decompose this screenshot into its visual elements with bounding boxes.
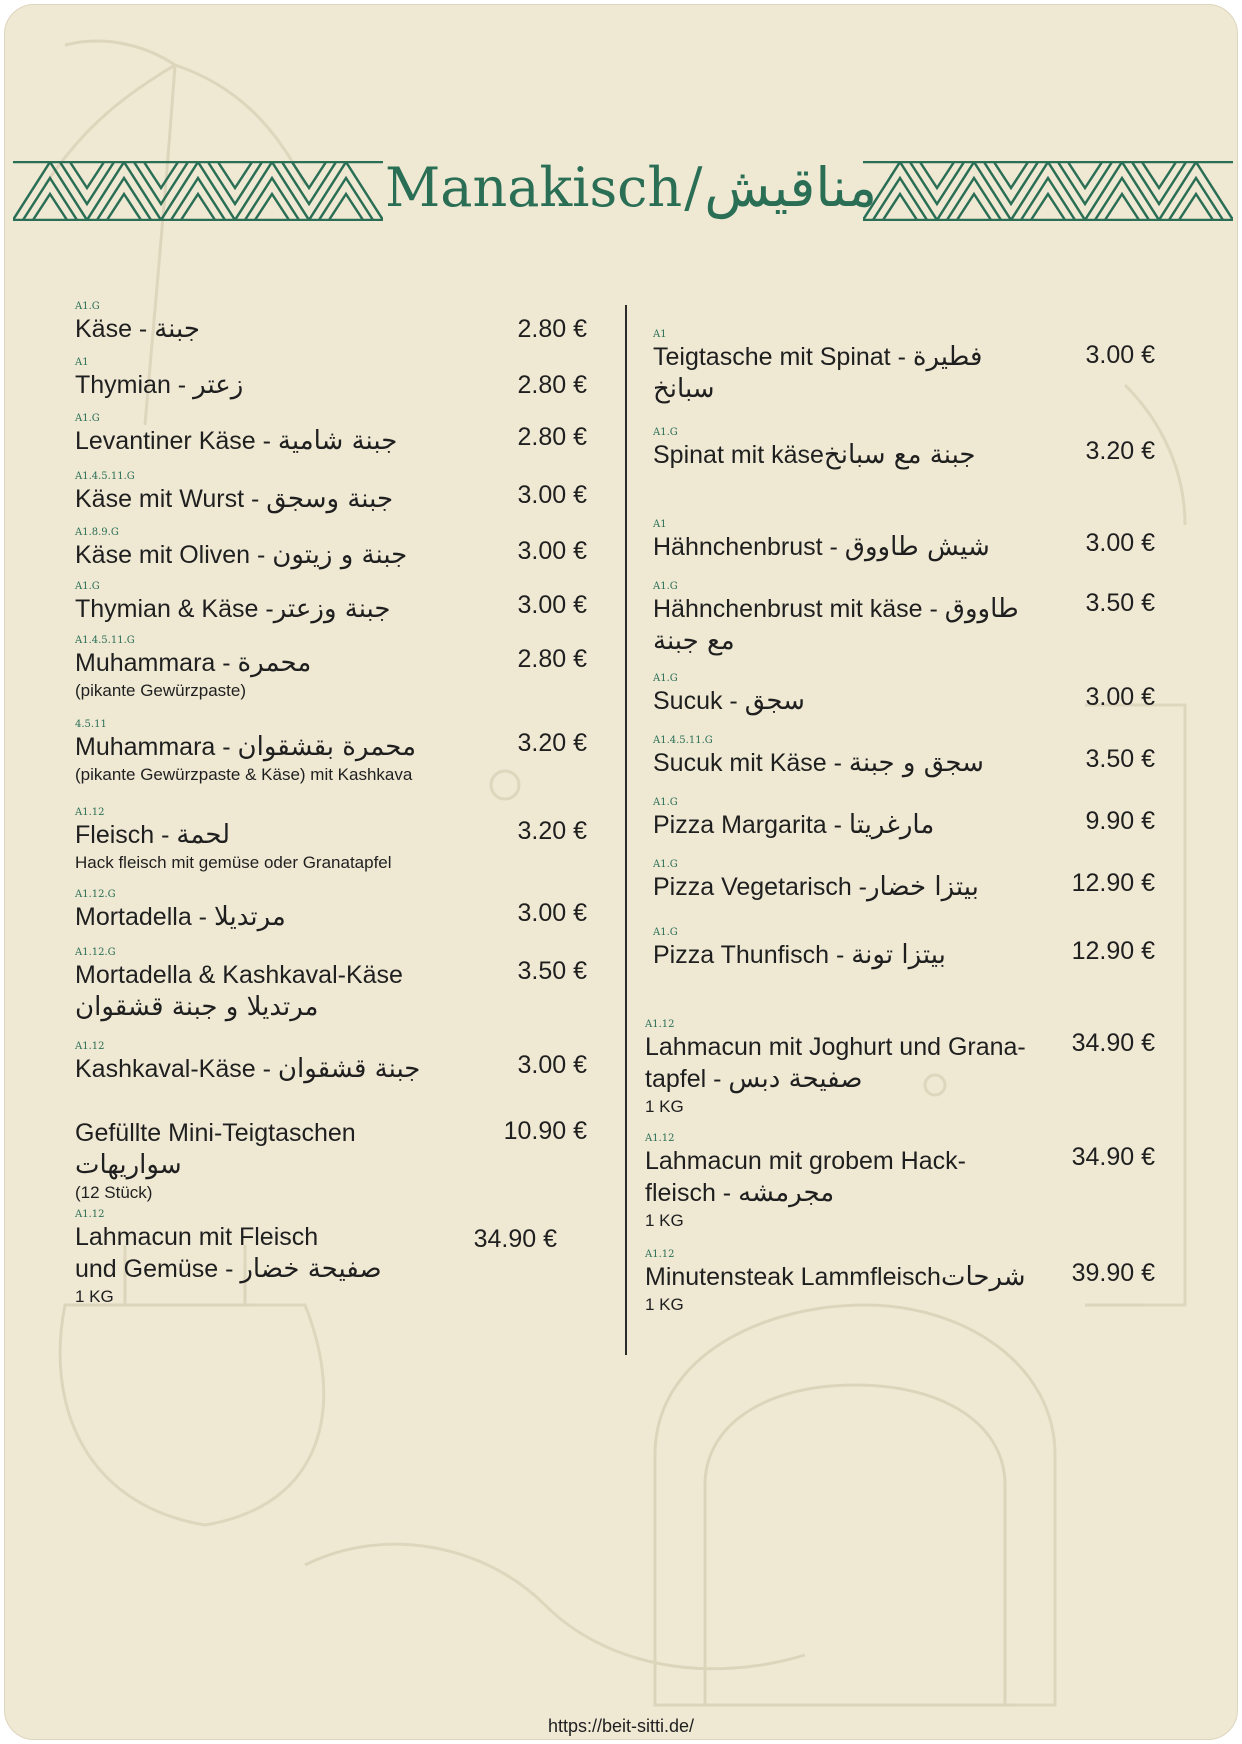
item-name-cont: tapfel - <box>645 1065 729 1093</box>
item-price: 3.00 € <box>517 591 587 619</box>
item-name-arabic: سجق و جبنة <box>848 748 984 778</box>
item-name: Thymian & Käse - <box>75 595 274 623</box>
menu-item <box>645 1249 1075 1317</box>
column-divider <box>625 305 627 1355</box>
item-name-arabic: شيش طاووق <box>844 532 990 562</box>
item-name-arabic: جبنة وسجق <box>266 484 394 514</box>
item-name-arabic: بيتزا تونة <box>851 940 946 970</box>
menu-item <box>653 927 1063 971</box>
item-price: 3.00 € <box>517 1051 587 1079</box>
allergen-code: A1 <box>75 357 89 368</box>
item-name: Pizza Vegetarisch - <box>653 873 867 901</box>
item-price: 3.20 € <box>1085 437 1155 465</box>
item-name-arabic: زعتر <box>193 370 244 400</box>
item-name-arabic: صفيحة دبس <box>728 1064 863 1094</box>
item-name-line <box>75 593 475 625</box>
item-price: 3.50 € <box>517 957 587 985</box>
menu-item <box>75 301 475 345</box>
allergen-code: A1.G <box>75 581 100 592</box>
item-description: (12 Stück) <box>75 1183 153 1202</box>
item-name-line <box>75 425 475 457</box>
menu-item <box>653 427 1063 471</box>
item-name-arabic: مارغريتا <box>848 810 935 840</box>
menu-item <box>653 519 1063 563</box>
allergen-code: A1.4.5.11.G <box>75 635 135 646</box>
item-description: 1 KG <box>645 1295 684 1314</box>
item-name: Käse - <box>75 315 155 343</box>
item-name: Mortadella - <box>75 903 214 931</box>
allergen-code: A1.G <box>653 797 678 808</box>
allergen-code: A1.12 <box>75 1041 105 1052</box>
allergen-code <box>75 1105 475 1117</box>
item-name: Käse mit Wurst - <box>75 485 267 513</box>
menu-item <box>75 1105 475 1205</box>
menu-item <box>653 859 1063 903</box>
allergen-code: A1.G <box>653 581 678 592</box>
item-price: 3.00 € <box>1085 341 1155 369</box>
item-price: 3.20 € <box>517 729 587 757</box>
item-price: 12.90 € <box>1071 937 1155 965</box>
menu-item <box>75 947 475 1023</box>
menu-item <box>75 635 475 703</box>
item-name-line <box>75 901 475 933</box>
item-name: Muhammara - <box>75 733 238 761</box>
menu-item <box>75 471 475 515</box>
menu-item <box>75 357 475 401</box>
item-name-arabic: محمرة <box>237 648 312 678</box>
item-description: 1 KG <box>75 1287 114 1306</box>
item-name-arabic: جبنة قشقوان <box>277 1054 421 1084</box>
allergen-code: A1.G <box>653 859 678 870</box>
menu-item <box>645 1019 1075 1119</box>
allergen-code: A1 <box>653 329 667 340</box>
item-name-arabic: مجرمشه <box>738 1178 835 1208</box>
menu-item <box>645 1133 1075 1233</box>
item-description: (pikante Gewürzpaste) <box>75 681 247 700</box>
footer-url[interactable]: https://beit-sitti.de/ <box>547 1716 695 1736</box>
menu-item <box>75 581 475 625</box>
allergen-code: A1.12 <box>645 1133 675 1144</box>
item-description: (pikante Gewürzpaste & Käse) mit Kashkava <box>75 765 413 784</box>
title-german: Manakisch <box>385 156 683 219</box>
item-name-arabic-cont: مع جبنة <box>653 626 735 656</box>
menu-item <box>75 413 475 457</box>
item-name-line <box>645 1261 1075 1293</box>
item-price: 34.90 € <box>1071 1143 1155 1171</box>
item-name: Gefüllte Mini-Teigtaschen <box>75 1119 356 1147</box>
item-description: 1 KG <box>645 1097 684 1116</box>
allergen-code: A1.12.G <box>75 947 116 958</box>
item-name-arabic: فطيرة <box>912 342 983 372</box>
item-name: Hähnchenbrust - <box>653 533 845 561</box>
item-price: 3.20 € <box>517 817 587 845</box>
item-price: 3.00 € <box>517 481 587 509</box>
item-name-line <box>653 685 1063 717</box>
item-name-line <box>653 593 1063 625</box>
item-name-arabic: شرحات <box>940 1262 1026 1292</box>
item-name-line <box>653 939 1063 971</box>
item-name-line <box>75 1053 475 1085</box>
item-name-arabic: جبنة <box>154 314 200 344</box>
item-name: Thymian - <box>75 371 194 399</box>
item-name-arabic: بيتزا خضار <box>867 872 979 902</box>
item-price: 3.50 € <box>1085 589 1155 617</box>
zigzag-pattern-left <box>13 161 383 221</box>
item-name: Lahmacun mit grobem Hack- <box>645 1147 966 1175</box>
allergen-code: A1.12 <box>645 1019 675 1030</box>
item-price: 39.90 € <box>1071 1259 1155 1287</box>
item-price: 10.90 € <box>503 1117 587 1145</box>
item-price: 2.80 € <box>517 645 587 673</box>
item-name-line <box>75 539 475 571</box>
menu-header <box>5 153 1237 223</box>
allergen-code: A1.12 <box>645 1249 675 1260</box>
allergen-code: A1.G <box>653 673 678 684</box>
item-price: 3.00 € <box>517 899 587 927</box>
item-name-arabic: جبنة و زيتون <box>272 540 408 570</box>
allergen-code: A1.G <box>75 301 100 312</box>
menu-item <box>653 735 1063 779</box>
title-arabic: مناقيش <box>704 156 878 219</box>
item-description: Hack fleisch mit gemüse oder Granatapfel <box>75 853 392 872</box>
item-name-line <box>75 647 475 679</box>
item-name-arabic: لحمة <box>176 820 231 850</box>
item-name: Käse mit Oliven - <box>75 541 273 569</box>
menu-item <box>75 527 475 571</box>
allergen-code: A1.G <box>653 427 678 438</box>
item-name-arabic: جبنة شامية <box>277 426 398 456</box>
item-name-line <box>653 747 1063 779</box>
item-name-line <box>75 1253 475 1285</box>
item-name-arabic: طاووق <box>944 594 1019 624</box>
item-name-cont: und Gemüse - <box>75 1255 241 1283</box>
item-name: Kashkaval-Käse - <box>75 1055 278 1083</box>
item-name: Sucuk mit Käse - <box>653 749 849 777</box>
item-name: Hähnchenbrust mit käse - <box>653 595 945 623</box>
menu-item <box>75 719 475 787</box>
allergen-code: A1.G <box>75 413 100 424</box>
item-name: Sucuk - <box>653 687 745 715</box>
item-name-cont: fleisch - <box>645 1179 739 1207</box>
item-price: 34.90 € <box>1071 1029 1155 1057</box>
item-name-arabic-cont: سبانخ <box>653 374 715 404</box>
item-name-line <box>75 369 475 401</box>
menu-item <box>653 797 1063 841</box>
item-price: 9.90 € <box>1085 807 1155 835</box>
menu-item <box>75 889 475 933</box>
item-description: 1 KG <box>645 1211 684 1230</box>
item-name-line <box>75 731 475 763</box>
item-name: Pizza Thunfisch - <box>653 941 852 969</box>
item-name: Lahmacun mit Fleisch <box>75 1223 319 1251</box>
item-price: 3.50 € <box>1085 745 1155 773</box>
item-name-line <box>653 871 1063 903</box>
item-name: Minutensteak Lammfleisch <box>645 1263 941 1291</box>
item-name-line <box>645 1063 1075 1095</box>
item-price: 34.90 € <box>473 1225 557 1253</box>
menu-item <box>75 1041 475 1085</box>
item-price: 2.80 € <box>517 423 587 451</box>
item-name-arabic: جبنة وزعتر <box>273 594 391 624</box>
allergen-code: A1.8.9.G <box>75 527 119 538</box>
item-name-arabic: مرتديلا و جبنة قشقوان <box>75 992 319 1022</box>
item-name-arabic: سواريهات <box>75 1150 182 1180</box>
item-name-arabic: جبنة مع سبانخ <box>823 440 976 470</box>
item-name-arabic: مرتديلا <box>213 902 286 932</box>
item-name-line <box>653 809 1063 841</box>
item-name-line <box>75 313 475 345</box>
item-name-line <box>653 531 1063 563</box>
item-name: Teigtasche mit Spinat - <box>653 343 913 371</box>
allergen-code: A1.4.5.11.G <box>653 735 713 746</box>
zigzag-pattern-right <box>863 161 1233 221</box>
menu-item <box>75 1209 475 1309</box>
item-name-arabic: صفيحة خضار <box>240 1254 382 1284</box>
item-name-line <box>75 819 475 851</box>
item-name: Muhammara - <box>75 649 238 677</box>
allergen-code: A1.12 <box>75 1209 105 1220</box>
menu-item <box>653 581 1063 657</box>
item-name-line <box>653 341 1063 373</box>
allergen-code: A1.4.5.11.G <box>75 471 135 482</box>
item-name-arabic: سجق <box>744 686 805 716</box>
item-name: Levantiner Käse - <box>75 427 278 455</box>
item-name-line <box>653 439 1063 471</box>
item-name: Mortadella & Kashkaval-Käse <box>75 961 403 989</box>
item-name: Pizza Margarita - <box>653 811 849 839</box>
page-title <box>385 153 878 223</box>
item-name-line <box>645 1177 1075 1209</box>
allergen-code: A1.G <box>653 927 678 938</box>
item-name-line <box>75 483 475 515</box>
menu-page <box>4 4 1238 1740</box>
menu-item <box>653 329 1063 405</box>
allergen-code: A1.12.G <box>75 889 116 900</box>
item-price: 2.80 € <box>517 315 587 343</box>
menu-item <box>653 673 1063 717</box>
item-price: 2.80 € <box>517 371 587 399</box>
item-price: 12.90 € <box>1071 869 1155 897</box>
item-name: Spinat mit käse <box>653 441 824 469</box>
allergen-code: 4.5.11 <box>75 719 107 730</box>
item-name-arabic: محمرة بقشقوان <box>237 732 417 762</box>
title-separator: / <box>684 156 703 219</box>
item-price: 3.00 € <box>1085 529 1155 557</box>
item-name: Fleisch - <box>75 821 177 849</box>
item-price: 3.00 € <box>517 537 587 565</box>
allergen-code: A1.12 <box>75 807 105 818</box>
item-price: 3.00 € <box>1085 683 1155 711</box>
allergen-code: A1 <box>653 519 667 530</box>
item-name: Lahmacun mit Joghurt und Grana- <box>645 1033 1026 1061</box>
menu-item <box>75 807 475 875</box>
